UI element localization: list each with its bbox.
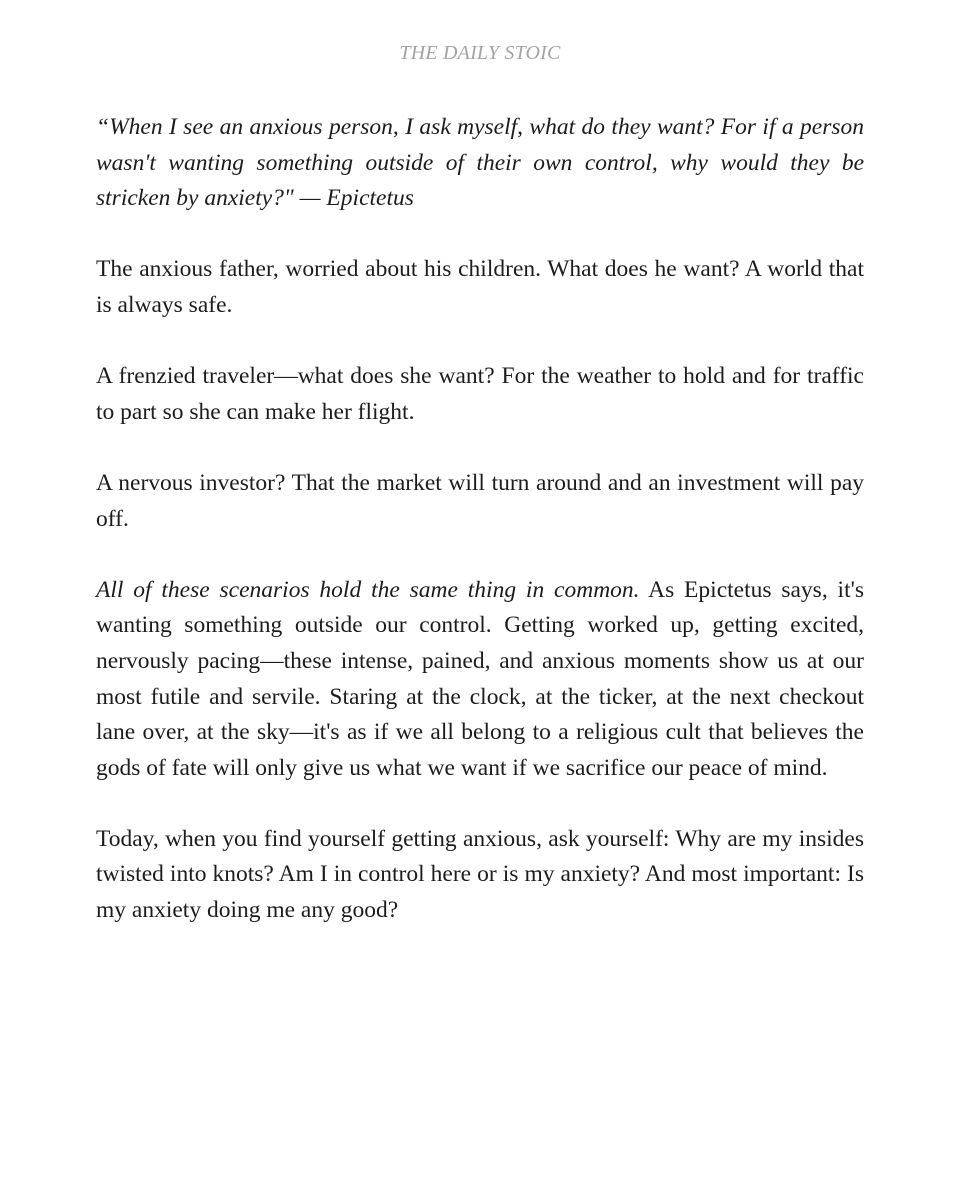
paragraph-body-text: As Epictetus says, it's wanting something outside our control. Getting worked up, getting excited, nervously pacing—these intense, pained, and anxious moments show us at our most futile and servile. Staring at the clock, at the ticker, at the next checkout lane over, at the sky—it's as if we all belong to a religious cult that believes the gods of fate will only give us what we want if we sacrifice our peace of mind. — [96, 576, 864, 781]
paragraph-traveler: A frenzied traveler—what does she want? For the weather to hold and for traffic to part so she can make her flight. — [96, 363, 864, 425]
epigraph-quote: “When I see an anxious person, I ask myself, what do they want? For if a person wasn't wanting something outside of their own control, why would they be stricken by anxiety?" — Epictetus — [96, 114, 864, 212]
page-content — [96, 110, 864, 964]
paragraph-investor: A nervous investor? That the market will turn around and an investment will pay off. — [96, 469, 864, 532]
book-title: THE DAILY STOIC — [399, 42, 561, 64]
paragraph-today: Today, when you find yourself getting anxious, ask yourself: Why are my insides twisted into knots? Am I in control here or is my anxiety? And most important: Is my anxiety doing me any good? — [96, 825, 864, 924]
paragraph-father: The anxious father, worried about his children. What does he want? A world that is always safe. — [96, 256, 864, 318]
paragraph-common-thread — [96, 573, 864, 787]
emphasis-text: All of these scenarios hold the same thing in common. — [96, 576, 640, 603]
